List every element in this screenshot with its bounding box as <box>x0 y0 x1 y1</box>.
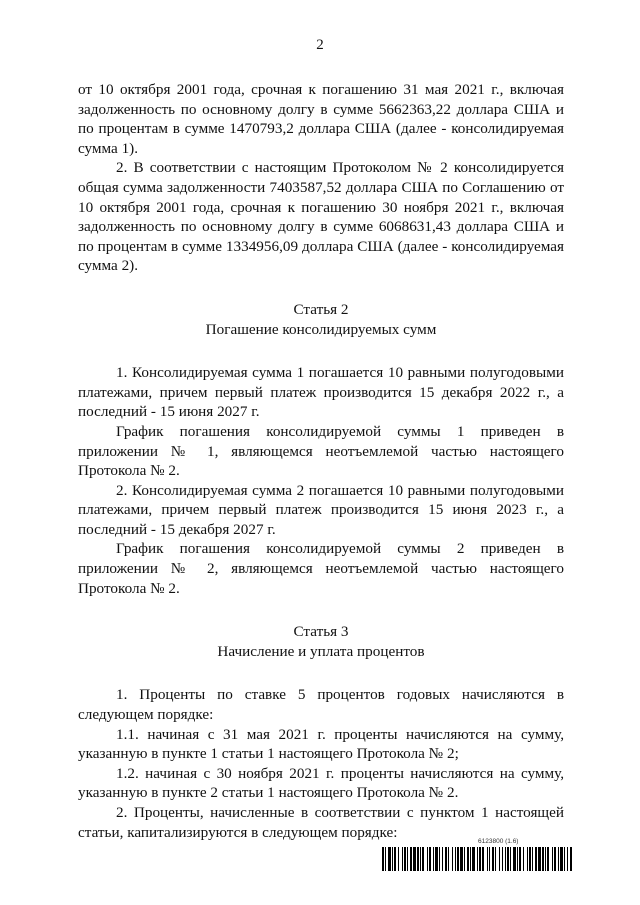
article3-paragraph: 1.2. начиная с 30 ноября 2021 г. проценты начисляются на сумму, указанную в пункте 2 статьи 1 настоящего Протокола № 2. <box>78 764 564 802</box>
barcode-icon <box>382 847 572 871</box>
article2-paragraph: График погашения консолидируемой суммы 2 приведен в приложении № 2, являющемся неотъемлемой частью настоящего Протокола № 2. <box>78 540 564 597</box>
article2-heading: Статья 2 <box>293 300 349 318</box>
article3-heading: Статья 3 <box>293 623 349 641</box>
article3-paragraph: 1.1. начиная с 31 мая 2021 г. проценты начисляются на сумму, указанную в пункте 1 статьи 1 настоящего Протокола № 2; <box>78 725 564 763</box>
article2-paragraph: График погашения консолидируемой суммы 1 приведен в приложении № 1, являющемся неотъемлемой частью настоящего Протокола № 2. <box>78 422 564 480</box>
article2-paragraph: 1. Консолидируемая сумма 1 погашается 10 равными полугодовыми платежами, причем первый платеж производится 15 декабря 2022 г., а последний - 15 июня 2027 г. <box>78 364 564 421</box>
article3-title: Начисление и уплата процентов <box>217 642 425 660</box>
article2-paragraph: 2. Консолидируемая сумма 2 погашается 10 равными полугодовыми платежами, причем первый платеж производится 15 июня 2023 г., а последний - 15 декабря 2027 г. <box>78 481 564 538</box>
barcode-label: 6123800 (1.6) <box>478 838 519 845</box>
article1-paragraph-2: 2. В соответствии с настоящим Протоколом № 2 консолидируется общая сумма задолженности 7403587,52 доллара США по Соглашению от 10 октября 2001 года, срочная к погашению 30 ноября 2021 г., включая задолженность по основному долгу в сумме 6068631,43 доллара США и по процентам в сумме 1334956,09 доллара США (далее - консолидируемая сумма 2). <box>78 159 564 275</box>
article3-paragraph: 1. Проценты по ставке 5 процентов годовых начисляются в следующем порядке: <box>78 686 564 724</box>
article3-paragraph: 2. Проценты, начисленные в соответствии с пунктом 1 настоящей статьи, капитализируются в следующем порядке: <box>78 804 564 841</box>
article2-title: Погашение консолидируемых сумм <box>205 320 437 338</box>
barcode-block <box>382 838 572 872</box>
document-body <box>78 80 564 842</box>
page-number: 2 <box>316 37 324 53</box>
article1-continuation-paragraph: от 10 октября 2001 года, срочная к погашению 31 мая 2021 г., включая задолженность по основному долгу в сумме 5662363,22 доллара США и по процентам в сумме 1470793,2 доллара США (далее - консолидируемая сумма 1). <box>78 81 564 157</box>
